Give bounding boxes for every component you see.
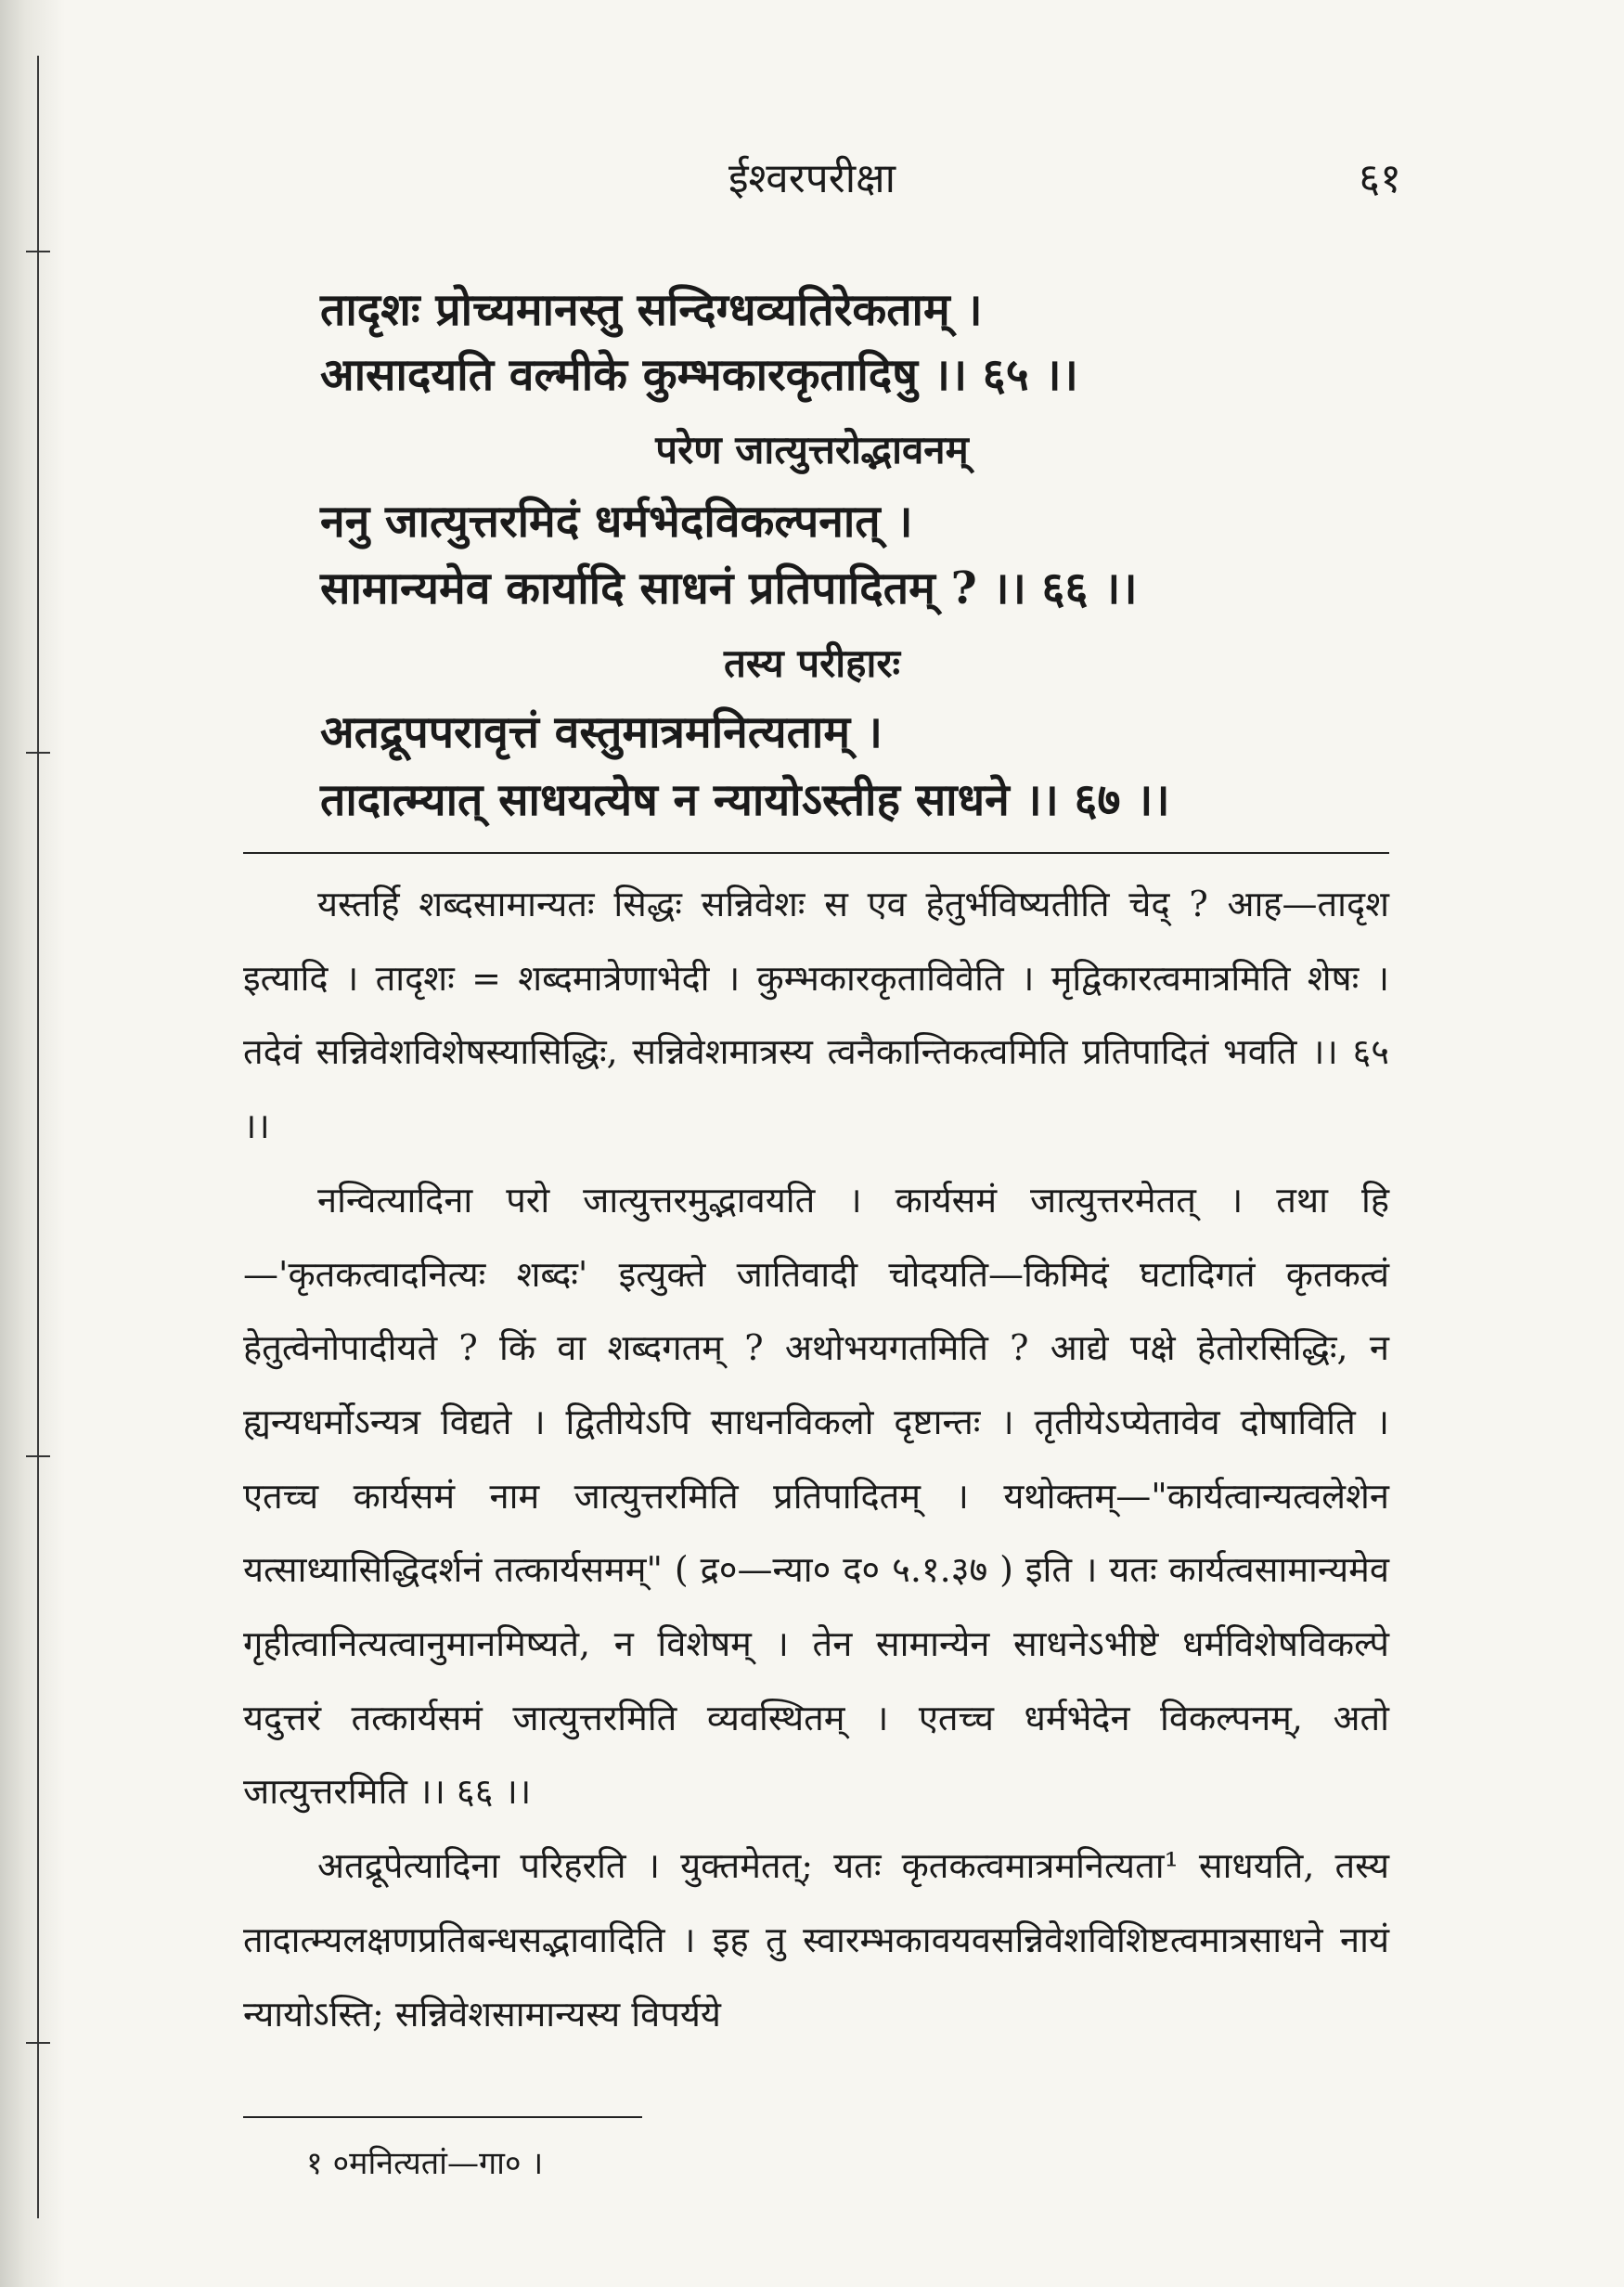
running-header-title: ईश्वरपरीक्षा — [728, 155, 896, 202]
page-binding-edge — [0, 0, 65, 2287]
footnote-divider — [243, 2116, 642, 2118]
verse-65-line-1: तादृशः प्रोच्यमानस्तु सन्दिग्धव्यतिरेकताम् । — [320, 284, 983, 336]
binding-tick — [26, 2042, 50, 2044]
commentary — [243, 868, 1389, 2051]
verse-66-line-1: ननु जात्युत्तरमिदं धर्मभेदविकल्पनात् । — [320, 496, 913, 548]
page-number: ६१ — [1359, 155, 1401, 202]
binding-line — [37, 56, 39, 2218]
binding-tick — [26, 1455, 50, 1457]
section-heading-objection: परेण जात्युत्तरोद्भावनम् — [655, 427, 969, 472]
commentary-paragraph-67: अतद्रूपेत्यादिना परिहरति । युक्तमेतत्; यतः कृतकत्वमात्रमनित्यता¹ साधयति, तस्य तादात्म्यलक्षणप्रतिबन्धसद्भावादिति । इह तु स्वारम्भकावयवसन्निवेशविशिष्टत्वमात्रसाधने नायं न्यायोऽस्ति; सन्निवेशसामान्यस्य विपर्यये — [243, 1845, 1389, 2035]
commentary-paragraph-65: यस्तर्हि शब्दसामान्यतः सिद्धः सन्निवेशः स एव हेतुर्भविष्यतीति चेद् ? आह—तादृश इत्यादि । तादृशः = शब्दमात्रेणाभेदी । कुम्भकारकृताविवेति । मृद्विकारत्वमात्रमिति शेषः । तदेवं सन्निवेशविशेषस्यासिद्धिः, सन्निवेशमात्रस्य त्वनैकान्तिकत्वमिति प्रतिपादितं भवति ।। ६५ ।। — [243, 884, 1389, 1147]
verse-67-line-2: तादात्म्यात् साधयत्येष न न्यायोऽस्तीह साधने ।। ६७ ।। — [320, 774, 1170, 826]
verse-67-line-1: अतद्रूपपरावृत्तं वस्तुमात्रमनित्यताम् । — [320, 706, 883, 758]
commentary-paragraph-66: नन्वित्यादिना परो जात्युत्तरमुद्भावयति । कार्यसमं जात्युत्तरमेतत् । तथा हि—'कृतकत्वादनित्यः शब्दः' इत्युक्ते जातिवादी चोदयति—किमिदं घटादिगतं कृतकत्वं हेतुत्वेनोपादीयते ? किं वा शब्दगतम् ? अथोभयगतमिति ? आद्ये पक्षे हेतोरसिद्धिः, न ह्यन्यधर्मोऽन्यत्र विद्यते । द्वितीयेऽपि साधनविकलो दृष्टान्तः । तृतीयेऽप्येतावेव दोषाविति । एतच्च कार्यसमं नाम जात्युत्तरमिति प्रतिपादितम् । यथोक्तम्—"कार्यत्वान्यत्वलेशेन यत्साध्यासिद्धिदर्शनं तत्कार्यसमम्" ( द्र०—न्या० द० ५.१.३७ ) इति । यतः कार्यत्वसामान्यमेव गृहीत्वानित्यत्वानुमानमिष्यते, न विशेषम् । तेन सामान्येन साधनेऽभीष्टे धर्मविशेषविकल्पे यदुत्तरं तत्कार्यसमं जात्युत्तरमिति व्यवस्थितम् । एतच्च धर्मभेदेन विकल्पनम्, अतो जात्युत्तरमिति ।। ६६ ।। — [243, 1179, 1389, 1813]
binding-tick — [26, 251, 50, 252]
section-heading-reply: तस्य परीहारः — [723, 640, 900, 686]
footnote: १ ०मनित्यतां—गा० । — [306, 2145, 544, 2182]
binding-tick — [26, 752, 50, 754]
verse-commentary-divider — [243, 852, 1389, 854]
verse-65-line-2: आसादयति वल्मीके कुम्भकारकृतादिषु ।। ६५ ।। — [320, 349, 1078, 401]
verse-66-line-2: सामान्यमेव कार्यादि साधनं प्रतिपादितम् ? ।। ६६ ।। — [320, 562, 1138, 614]
